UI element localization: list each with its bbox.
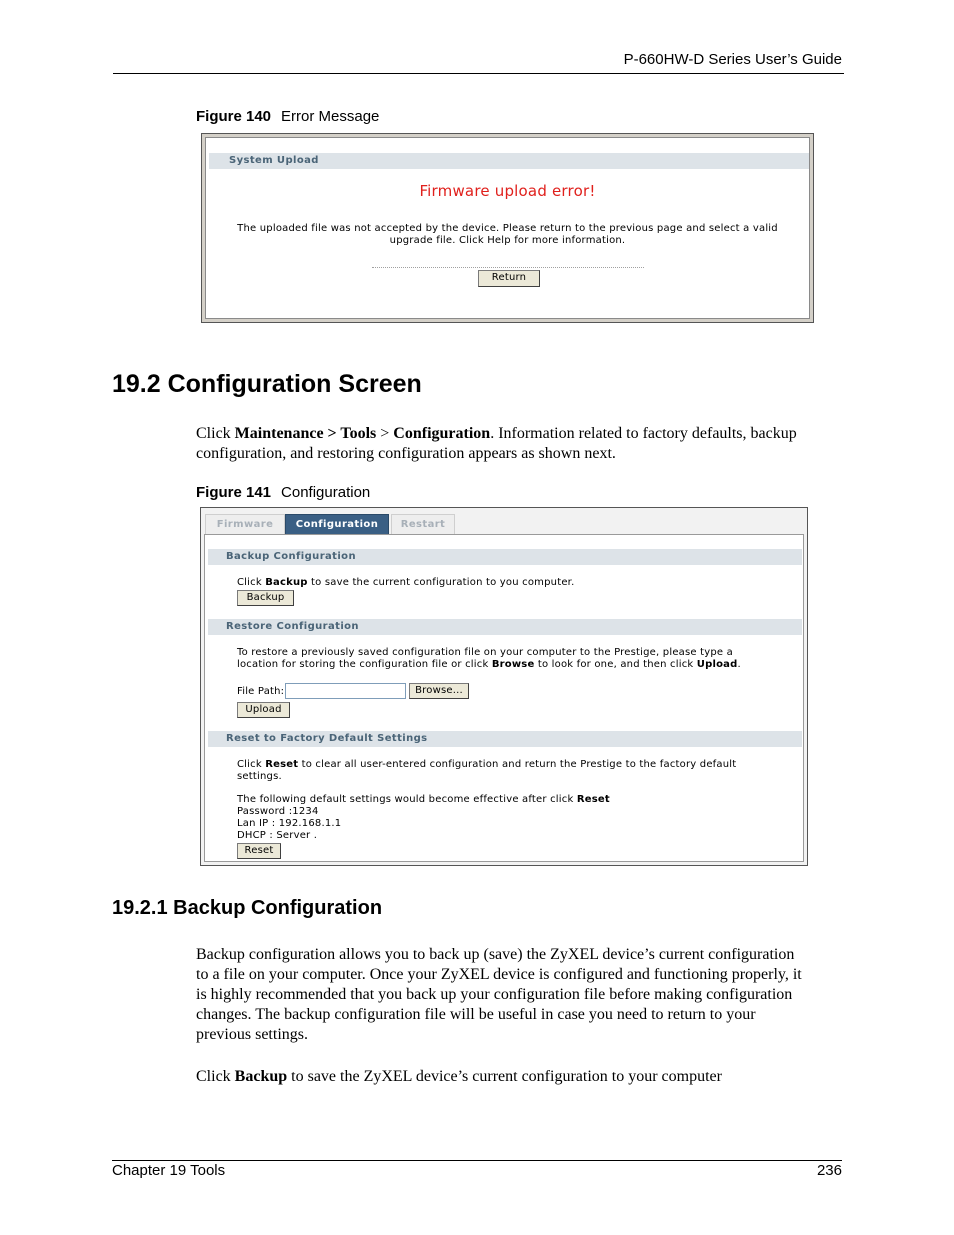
header-rule: [113, 73, 844, 74]
tab-firmware[interactable]: Firmware: [205, 514, 285, 534]
default-password: Password :1234: [237, 806, 319, 817]
intro-click: Click: [196, 425, 235, 442]
footer-page-number: 236: [816, 1162, 842, 1179]
default-settings-intro: [237, 794, 610, 806]
return-button[interactable]: Return: [478, 270, 540, 287]
running-header: P-660HW-D Series User’s Guide: [623, 51, 842, 68]
intro-rest: . Information related to factory defaults, backup: [490, 425, 797, 442]
backup-text-post: to save the current configuration to you computer.: [307, 577, 575, 588]
reset-button[interactable]: Reset: [237, 843, 281, 859]
error-message-text: [206, 223, 809, 247]
figure-140-caption: [196, 108, 379, 125]
default-lan-ip: Lan IP : 192.168.1.1: [237, 818, 342, 829]
backup-configuration-section-bar: Backup Configuration: [208, 549, 802, 565]
footer-chapter: Chapter 19 Tools: [112, 1162, 226, 1179]
backup-instruction: [196, 1067, 722, 1087]
restore-configuration-section-bar: Restore Configuration: [208, 619, 802, 635]
divider: [372, 267, 644, 268]
backup-paragraph-line-4: changes. The backup configuration file will be useful in case you need to return to your: [196, 1006, 756, 1023]
tab-restart[interactable]: Restart: [391, 514, 455, 534]
restore-line-2-post: .: [737, 659, 741, 670]
default-settings-intro-bold: Reset: [576, 794, 610, 805]
reset-line-2: settings.: [237, 771, 282, 782]
figure-140-label: Figure 140: [196, 108, 272, 125]
footer-rule: [112, 1160, 842, 1161]
figure-141-caption: [196, 484, 370, 501]
restore-browse-bold: Browse: [491, 659, 535, 670]
backup-paragraph: [196, 945, 856, 1045]
reset-line-1-bold: Reset: [265, 759, 299, 770]
backup-button[interactable]: Backup: [237, 590, 294, 606]
reset-line-1-pre: Click: [237, 759, 266, 770]
backup-paragraph-line-1: Backup configuration allows you to back up (save) the ZyXEL device’s current configuration: [196, 946, 795, 963]
section-heading: 19.2 Configuration Screen: [112, 370, 422, 398]
system-upload-section-bar: System Upload: [209, 153, 809, 169]
reset-description: [237, 759, 736, 783]
intro-path-1: Maintenance > Tools: [234, 425, 377, 442]
backup-instruction-post: to save the ZyXEL device’s current configuration to your computer: [287, 1068, 722, 1085]
firmware-upload-error-title: Firmware upload error!: [419, 182, 596, 200]
section-intro-line-2: configuration, and restoring configuration appears as shown next.: [196, 445, 616, 462]
upload-button[interactable]: Upload: [237, 702, 290, 718]
backup-text-bold: Backup: [265, 577, 308, 588]
configuration-panel: [204, 534, 804, 862]
intro-path-2: Configuration: [393, 425, 491, 442]
section-intro-line-1: [196, 424, 846, 444]
file-path-input[interactable]: [285, 683, 406, 699]
backup-paragraph-line-5: previous settings.: [196, 1026, 308, 1043]
browse-button[interactable]: Browse...: [409, 683, 469, 699]
backup-text-pre: Click: [237, 577, 266, 588]
backup-instruction-bold: Backup: [234, 1068, 288, 1085]
default-settings-intro-pre: The following default settings would become effective after click: [237, 794, 577, 805]
subsection-heading: 19.2.1 Backup Configuration: [112, 897, 383, 919]
backup-instruction-pre: Click: [196, 1068, 235, 1085]
tab-configuration[interactable]: Configuration: [285, 514, 389, 534]
restore-description: [237, 647, 741, 671]
figure-140-title: Error Message: [281, 108, 380, 125]
backup-paragraph-line-2: to a file on your computer. Once your ZyXEL device is configured and functioning properly, it: [196, 966, 802, 983]
restore-line-2: [237, 659, 741, 671]
restore-line-1: To restore a previously saved configuration file on your computer to the Prestige, please type a: [237, 647, 733, 658]
reset-factory-defaults-section-bar: Reset to Factory Default Settings: [208, 731, 802, 747]
restore-line-2-mid: to look for one, and then click: [534, 659, 697, 670]
intro-sep: >: [376, 425, 394, 442]
figure-141-title: Configuration: [281, 484, 371, 501]
file-path-label: File Path:: [237, 686, 285, 697]
error-message-line-2: upgrade file. Click Help for more information.: [389, 235, 626, 246]
reset-line-1: [237, 759, 736, 771]
backup-paragraph-line-3: is highly recommended that you back up your configuration file before making configuration: [196, 986, 793, 1003]
default-settings-list: [237, 794, 610, 842]
error-message-line-1: The uploaded file was not accepted by the device. Please return to the previous page and select a valid: [237, 223, 778, 234]
default-dhcp: DHCP : Server .: [237, 830, 318, 841]
figure-141-label: Figure 141: [196, 484, 272, 501]
error-message-screenshot: [201, 133, 814, 323]
section-intro: [196, 424, 846, 464]
backup-description: [237, 577, 574, 588]
restore-line-2-pre: location for storing the configuration file or click: [237, 659, 492, 670]
reset-line-1-post: to clear all user-entered configuration and return the Prestige to the factory default: [298, 759, 737, 770]
configuration-screenshot: [200, 507, 808, 866]
restore-upload-bold: Upload: [696, 659, 738, 670]
error-message-panel: [205, 137, 810, 319]
